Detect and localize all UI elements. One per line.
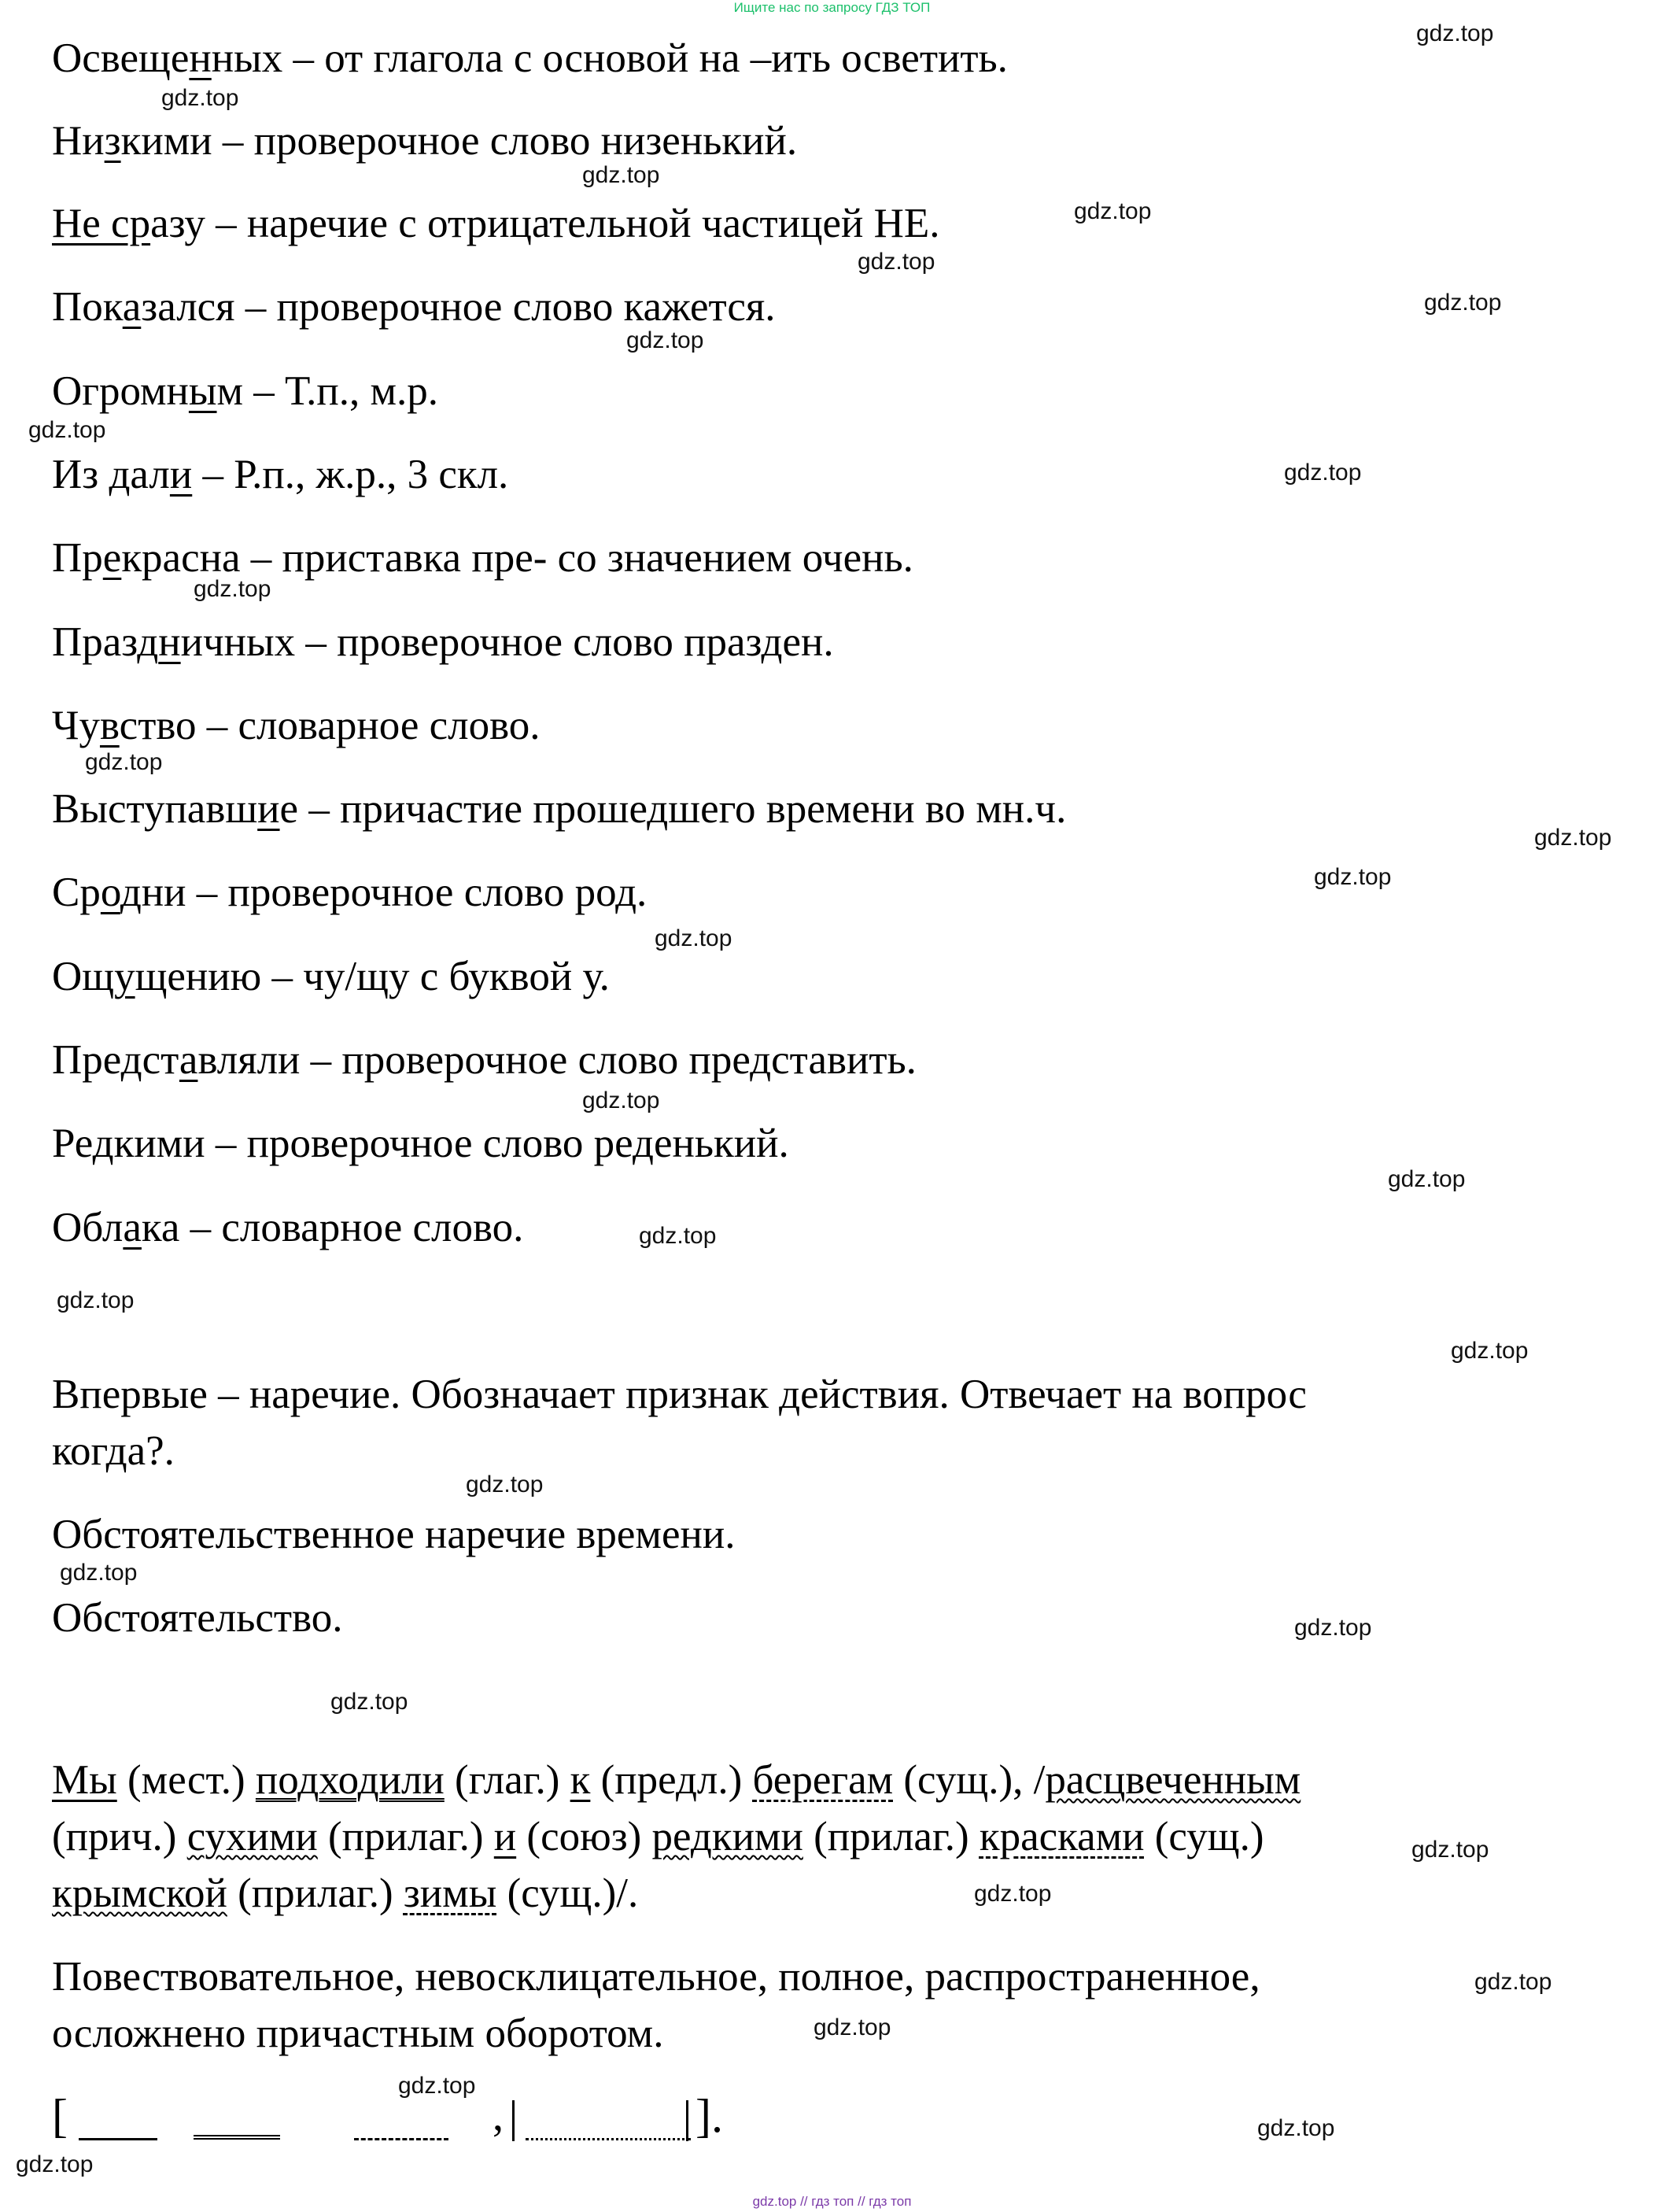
- scheme-comma: ,: [493, 2092, 504, 2140]
- orthogram-line: Праздничных – проверочное слово празден.: [52, 619, 834, 665]
- parse-line: Мы (мест.) подходили (глаг.) к (предл.) берегам (сущ.), /расцвеченным: [52, 1757, 1301, 1803]
- watermark: gdz.top: [582, 162, 660, 188]
- watermark: gdz.top: [398, 2073, 476, 2099]
- scheme-predicate-line: [194, 2135, 280, 2140]
- watermark: gdz.top: [1294, 1615, 1372, 1641]
- scheme-close-bracket: ].: [695, 2090, 723, 2142]
- watermark: gdz.top: [655, 925, 732, 951]
- orthogram-line: Редкими – проверочное слово реденький.: [52, 1121, 789, 1166]
- orthogram-line: Освещенных – от глагола с основой на –ить осветить.: [52, 35, 1008, 81]
- analysis-line: Обстоятельство.: [52, 1595, 343, 1641]
- orthogram-line: Выступавшие – причастие прошедшего времени во мн.ч.: [52, 786, 1067, 832]
- watermark: gdz.top: [814, 2014, 891, 2040]
- parse-line: крымской (прилаг.) зимы (сущ.)/.: [52, 1870, 639, 1916]
- analysis-line: Обстоятельственное наречие времени.: [52, 1512, 736, 1557]
- watermark: gdz.top: [1257, 2115, 1335, 2141]
- analysis-line: когда?.: [52, 1428, 175, 1474]
- watermark: gdz.top: [16, 2151, 94, 2177]
- orthogram-line: Из дали – Р.п., ж.р., 3 скл.: [52, 452, 509, 497]
- watermark: gdz.top: [1074, 198, 1152, 224]
- scheme-object-line: [354, 2138, 448, 2140]
- scheme-bar-right: [686, 2100, 688, 2141]
- watermark: gdz.top: [1411, 1837, 1489, 1863]
- watermark: gdz.top: [626, 327, 704, 353]
- orthogram-line: Сродни – проверочное слово род.: [52, 870, 648, 915]
- watermark: gdz.top: [1284, 460, 1362, 486]
- watermark: gdz.top: [974, 1881, 1052, 1907]
- scheme-bar-left: [512, 2100, 515, 2141]
- watermark: gdz.top: [1314, 864, 1392, 890]
- watermark: gdz.top: [1416, 20, 1494, 46]
- orthogram-line: Не сразу – наречие с отрицательной частицей НЕ.: [52, 201, 940, 246]
- watermark: gdz.top: [1534, 825, 1612, 851]
- watermark: gdz.top: [1388, 1166, 1466, 1192]
- watermark: gdz.top: [1424, 290, 1502, 316]
- watermark: gdz.top: [28, 417, 106, 443]
- scheme-participial-line: [526, 2138, 691, 2140]
- watermark: gdz.top: [858, 249, 935, 275]
- characteristic-line: осложнено причастным оборотом.: [52, 2011, 664, 2056]
- watermark: gdz.top: [582, 1088, 660, 1113]
- bottom-banner: gdz.top // гдз топ // гдз топ: [752, 2194, 912, 2209]
- orthogram-line: Ощущению – чу/щу с буквой у.: [52, 954, 610, 999]
- orthogram-line: Огромным – Т.п., м.р.: [52, 368, 439, 414]
- watermark: gdz.top: [466, 1472, 544, 1497]
- watermark: gdz.top: [57, 1287, 135, 1313]
- watermark: gdz.top: [85, 749, 163, 775]
- orthogram-line: Показался – проверочное слово кажется.: [52, 284, 776, 330]
- orthogram-line: Облака – словарное слово.: [52, 1205, 524, 1250]
- orthogram-line: Низкими – проверочное слово низенький.: [52, 118, 798, 164]
- watermark: gdz.top: [194, 576, 271, 602]
- subject-word: Мы: [52, 1757, 117, 1803]
- characteristic-line: Повествовательное, невосклицательное, полное, распространенное,: [52, 1954, 1260, 2000]
- scheme-open-bracket: [: [52, 2090, 68, 2142]
- orthogram-line: Чувство – словарное слово.: [52, 703, 541, 748]
- watermark: gdz.top: [60, 1560, 138, 1586]
- top-banner: Ищите нас по запросу ГДЗ ТОП: [733, 0, 931, 15]
- watermark: gdz.top: [1451, 1338, 1529, 1364]
- orthogram-line: Прекрасна – приставка пре- со значением очень.: [52, 535, 913, 581]
- watermark: gdz.top: [639, 1223, 717, 1249]
- parse-line: (прич.) сухими (прилаг.) и (союз) редкими (прилаг.) красками (сущ.): [52, 1814, 1264, 1859]
- scheme-subject-line: [79, 2138, 157, 2140]
- predicate-word: подходили: [255, 1757, 445, 1803]
- watermark: gdz.top: [330, 1689, 408, 1715]
- watermark: gdz.top: [161, 85, 239, 111]
- analysis-line: Впервые – наречие. Обозначает признак действия. Отвечает на вопрос: [52, 1372, 1307, 1417]
- watermark: gdz.top: [1474, 1969, 1552, 1995]
- orthogram-line: Представляли – проверочное слово представить.: [52, 1037, 917, 1083]
